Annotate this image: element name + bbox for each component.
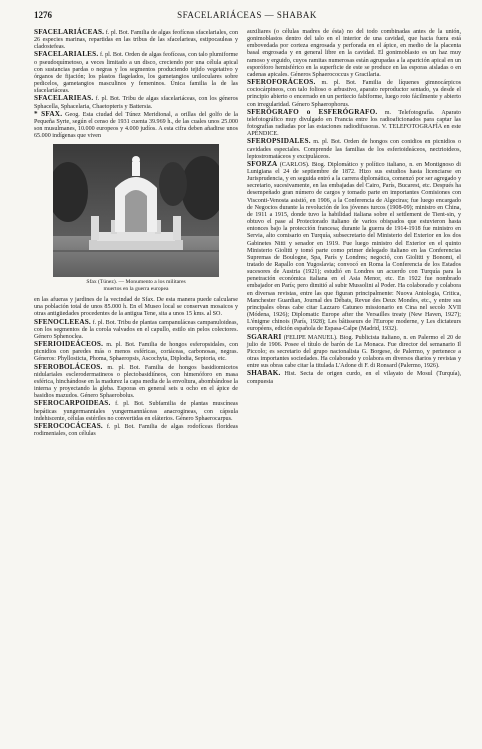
entry-headword: SFACELARIALES. — [34, 50, 99, 59]
page-header — [34, 10, 460, 24]
dictionary-entry — [34, 400, 238, 422]
dictionary-entry — [34, 297, 238, 318]
entry-text: m. Telefotografía. Aparato telefotográfico muy divulgado en Francia entre los radioaficionados para captar las fotografías radiadas por las estaciones radiodifusoras. V. TELEFOTOGRAFÍA en este APÉNDICE. — [247, 109, 461, 138]
dictionary-entry — [247, 370, 461, 385]
dictionary-entry — [34, 29, 238, 51]
dictionary-entry — [247, 109, 461, 139]
right-column — [247, 29, 461, 386]
entry-text: f. pl. Bot. Familia de algas rodofíceas florideas rodimeniales, con células — [34, 423, 238, 437]
entry-text: f. pl. Bot. Tribu de algas sfacelariáceas, con los géneros Sphacella, Sphacelaria, Chaetopteris y Battersia. — [34, 96, 238, 110]
dictionary-entry — [247, 334, 461, 371]
dictionary-entry — [34, 319, 238, 341]
entry-text: (CARLOS). Biog. Diplomático y político italiano, n. en Montignoso di Lunigiana el 24 de septiembre de 1872. Hizo sus estudios hasta licenciarse en Jurisprudencia, y en seguida entró a la carrera diplomática, comenzó por ser agregado y secretario, sucesivamente, en las embajadas del Cairo, París, Bucarest, etc. Después ha desempeñado gran número de cargos y tomado parte en importantes Comisiones con Visconti-Venosta asistió, en 1906, a la Conferencia de Algeciras; fue luego encargado de Negocios durante la revolución de los jóvenes turcos (1908-09); ministro en China, de 1911 a 1915, donde tuvo la habilidad italiana sobre el settlement de Tient-sin, y obtuvo el pase al Protectorado italiano de varios obispados que estuvieron hasta entonces bajo la protección francesa; durante la guerra de 1914-1918 fue ministro en Servia, alto comisario en Turquía, subsecretario del Ministerio del Exterior en los dos Gabinetes Nitti y senador en 1919. Fue luego ministro del Exterior en el quinto Ministerio Giolitti y tomó parte como primer delegado italiano en las Conferencias Supremas de Boulogne, Spa, París y Londres; negoció, con Giolitti y Bonomi, el tratado de Rapallo con Yugoslavia; convocó en Roma la Conferencia de los Estados sucesores de Austria (1921); estudió en Londres un acuerdo con Turquía para la penetración económica italiana en el Asia Menor, etc. En 1922 fue nombrado embajador en París; pero dimitió al subir Mussolini al Poder. Ha colaborado y colabora en diversas revistas, entre las que figuran principalmente: Nuova Antologia, Critica, Manchester Guardian, Journal des Débats, Revue des Deux Mondes, etc., y entre sus principales obras cabe citar Lazzaro Catuneo missionario en Cina nel secolo XVII (Módena, 1926); Diplomatic Europe after the Versailles treaty (New Haven, 1927); L'énigme chinois (París, 1928); Les bâtisseurs de l'Europe moderne, y Les dictateurs européens, edición española de Espasa-Calpe (Madrid, 1932). — [247, 161, 461, 333]
entry-headword: SGARARI — [247, 332, 282, 341]
running-title: SFACELARIÁCEAS — SHABAK — [177, 10, 317, 20]
figure-caption — [34, 277, 238, 295]
left-entries-bottom — [34, 297, 238, 438]
dictionary-entry — [34, 341, 238, 363]
entry-text: m. pl. Bot. Orden de hongos con conidios en picnidios o cavidades especiales. Comprende las familias de los esferioideáceos, nectrioideos, leptostromatáceos y excipuláceos. — [247, 139, 462, 160]
dictionary-entry — [34, 423, 238, 438]
dictionary-entry — [247, 79, 461, 109]
entry-headword: SFEROCOCÁCEAS. — [34, 421, 103, 430]
left-entries-top — [34, 29, 238, 140]
entry-text: f. pl. Bot. Familia de algas feofíceas sfacelariales, con 26 especies marinas, repartidas en las tribus de las sfacelarieas, estipocauleas y cladostefeas. — [34, 30, 239, 51]
figure — [34, 144, 238, 295]
entry-headword: SFEROCARPOIDEAS. — [34, 399, 111, 408]
dictionary-entry — [34, 111, 238, 141]
entry-headword: SFERÓGRAFO o ESFERÓGRAFO. — [247, 107, 378, 116]
dictionary-entry — [247, 29, 461, 79]
entry-headword: SFERIOIDEÁCEOS. — [34, 340, 104, 349]
dictionary-entry — [247, 138, 461, 160]
entry-text: Hist. Secta de origen curdo, en el vilayato de Mosul (Turquía), compuesta — [247, 371, 461, 385]
entry-text: m. pl. Bot. Familia de líquenes gimnocárpicos cociocárpineos, con talo folioso o arbustivo, aparato reproductor sentado, ya desde el principio abierto o encerrado en un peritecio fabiforme, luego roto fácilmente y abierto con irregularidad. Género Sphaerophorus. — [247, 80, 461, 108]
entry-headword: SFEROBOLÁCEOS. — [34, 362, 103, 371]
entry-headword: SFENOCLEEAS. — [34, 317, 91, 326]
entry-headword: SFEROPSIDALES. — [247, 137, 311, 146]
right-entries — [247, 29, 461, 386]
figure-caption-line-1: Sfax (Túnez). — Monumento a los militares — [86, 279, 186, 286]
entry-headword: * SFAX. — [34, 109, 63, 118]
monument-photo — [53, 144, 219, 277]
entry-text: Geog. Esta ciudad del Túnez Meridional, a orillas del golfo de la Pequeña Syrte, según el censo de 1931 cuenta 39.969 h., de las cuales unos 25.000 son musulmanes, 10.000 europeos y 4.000 judíos. A esta cifra deben añadirse unos 65.000 indígenas que viven — [34, 111, 238, 140]
figure-caption-line-2: muertos en la guerra europea — [103, 285, 169, 292]
page-number: 1276 — [34, 10, 52, 20]
entry-text: m. pl. Bot. Familia de hongos basidiomicetos nidulariales esclerodermatineos o plectobasidiíneos, con himenóforo en masa esférica, hinchándose en la madurez la capa media de la envoltura, abombándose la interna y proyectando la gleba. Esporas en general seis u ocho en el ápice de basidios mazudos. Género Sphaerobolus. — [34, 364, 238, 400]
entry-headword: SFEROFORÁCEOS. — [247, 78, 316, 87]
left-column — [34, 29, 238, 438]
entry-text: f. pl. Bot. Orden de algas feofíceas, con talo plumiforme o pseudoquímetoso, a veces limitado a un disco, creciendo por una célula apical con sustancias pardas o negras y los segmentos produciendo tejido vegetativo y órganos de fijación; los plastos flagelados, los gametangios uniloculares sobre pedicelos, gametangios masculinos y femeninos. Única familia la de las sfacelariáceas. — [34, 52, 238, 95]
entry-text: en las afueras y jardines de la vecindad de Sfax. De esta manera puede calcularse una población total de unos 85.000 h. En el Museo local se conservan mosaicos y otras antigüedades procedentes de la antigua Tene, sita a unos 15 kms. al SO. — [34, 297, 238, 318]
entry-headword: SFACELARIEAS. — [34, 94, 94, 103]
dictionary-entry — [247, 161, 461, 334]
dictionary-entry — [34, 95, 238, 110]
entry-text: (FELIPE MANUEL). Biog. Publicista italiano, n. en Palermo el 20 de julio de 1906. Posee el título de barón de La Monaca. Fue director del semanario Il Piccolo; es secretario del grupo nacionalista G. Borgese, de Palermo, y pertenece a otras importantes sociedades. Ha colaborado y colabora en diversos diarios y revistas y entre sus obras cabe citar la titulada L'Adone di F. di Ronsard (Palermo, 1926). — [247, 334, 462, 370]
dictionary-entry — [34, 51, 238, 95]
entry-headword: SFACELARIÁCEAS. — [34, 28, 105, 36]
entry-text: f. pl. Bot. Subfamilia de plantas muscíneas hepáticas yungermanniales yungermanniáceas anacrogineas, con cápsula indehiscente, células estériles no convertidas en eláterios. Género Sphaerocarpus. — [34, 401, 238, 422]
entry-headword: SHABAK. — [247, 369, 281, 378]
entry-text: f. pl. Bot. Tribu de plantas campanuláceas campanuloideas, con los segmentos de la corola valvados en el capullo, estilo sin pelos colectores. Género Sphenoclea. — [34, 319, 238, 340]
entry-text: auxiliares (o células madres de ésta) no del todo combinadas antes de la unión, gonimoblastos dentro del talo en el interior de una cavidad, que hacia fuera está embovedada por corteza engrosada y perforada en el ápice, en medio de la placenta basal engrosada y en general libre en la cavidad. El gonimoblasto es un haz muy ramoso y erguido, cuyos ramitas numerosas están agrupadas a la aparición apical en un esporóforo hemisférico en la superficie de este se produce en las esporas aisladas o en cadenas apicales. Géneros Sphaerococcus y Gracilaria. — [247, 29, 461, 78]
entry-text: m. pl. Bot. Familia de hongos esferopsidales, con picnidios con paredes más o menos esféricas, coriáceas, carbonosas, negras. Géneros: Phyllosticta, Phoma, Sphaeropsis, Ascochyta, Diplodia, Septoria, etc. — [34, 342, 238, 363]
entry-headword: SFORZA — [247, 159, 278, 168]
dictionary-entry — [34, 364, 238, 401]
